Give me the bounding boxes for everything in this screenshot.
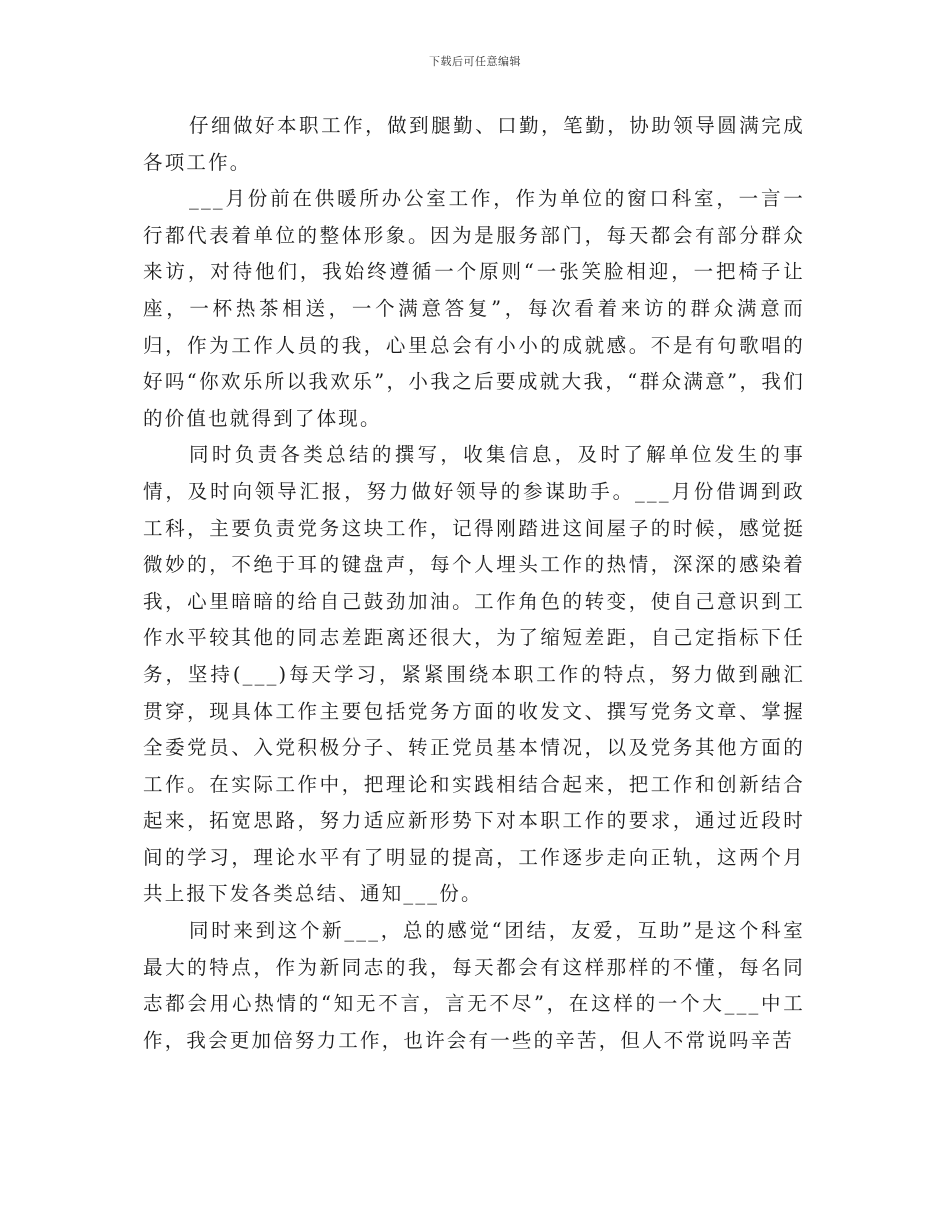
paragraph-4: 同时来到这个新___，总的感觉“团结，友爱，互助”是这个科室最大的特点，作为新同志的我，每天都会有这样那样的不懂，每名同志都会用心热情的“知无不言，言无不尽”，在这样的一个大___中工作，我会更加倍努力工作，也许会有一些的辛苦，但人不常说吗辛苦 bbox=[143, 919, 805, 1052]
paragraph-2: ___月份前在供暖所办公室工作，作为单位的窗口科室，一言一行都代表着单位的整体形象。因为是服务部门，每天都会有部分群众来访，对待他们，我始终遵循一个原则“一张笑脸相迎，一把椅子让座，一杯热茶相送，一个满意答复”，每次看着来访的群众满意而归，作为工作人员的我，心里总会有小小的成就感。不是有句歌唱的好吗“你欢乐所以我欢乐”，小我之后要成就大我，“群众满意”，我们的价值也就得到了体现。 bbox=[143, 187, 805, 430]
document-body bbox=[143, 108, 805, 1059]
page-header: 下载后可任意编辑 bbox=[429, 55, 521, 68]
paragraph-1: 仔细做好本职工作，做到腿勤、口勤，笔勤，协助领导圆满完成各项工作。 bbox=[143, 114, 805, 174]
paragraph-3: 同时负责各类总结的撰写，收集信息，及时了解单位发生的事情，及时向领导汇报，努力做好领导的参谋助手。___月份借调到政工科，主要负责党务这块工作，记得刚踏进这间屋子的时候，感觉挺微妙的，不绝于耳的键盘声，每个人埋头工作的热情，深深的感染着我，心里暗暗的给自己鼓劲加油。工作角色的转变，使自己意识到工作水平较其他的同志差距离还很大，为了缩短差距，自己定指标下任务，坚持(___)每天学习，紧紧围绕本职工作的特点，努力做到融汇贯穿，现具体工作主要包括党务方面的收发文、撰写党务文章、掌握全委党员、入党积极分子、转正党员基本情况，以及党务其他方面的工作。在实际工作中，把理论和实践相结合起来，把工作和创新结合起来，拓宽思路，努力适应新形势下对本职工作的要求，通过近段时间的学习，理论水平有了明显的提高，工作逐步走向正轨，这两个月共上报下发各类总结、通知___份。 bbox=[143, 443, 805, 906]
